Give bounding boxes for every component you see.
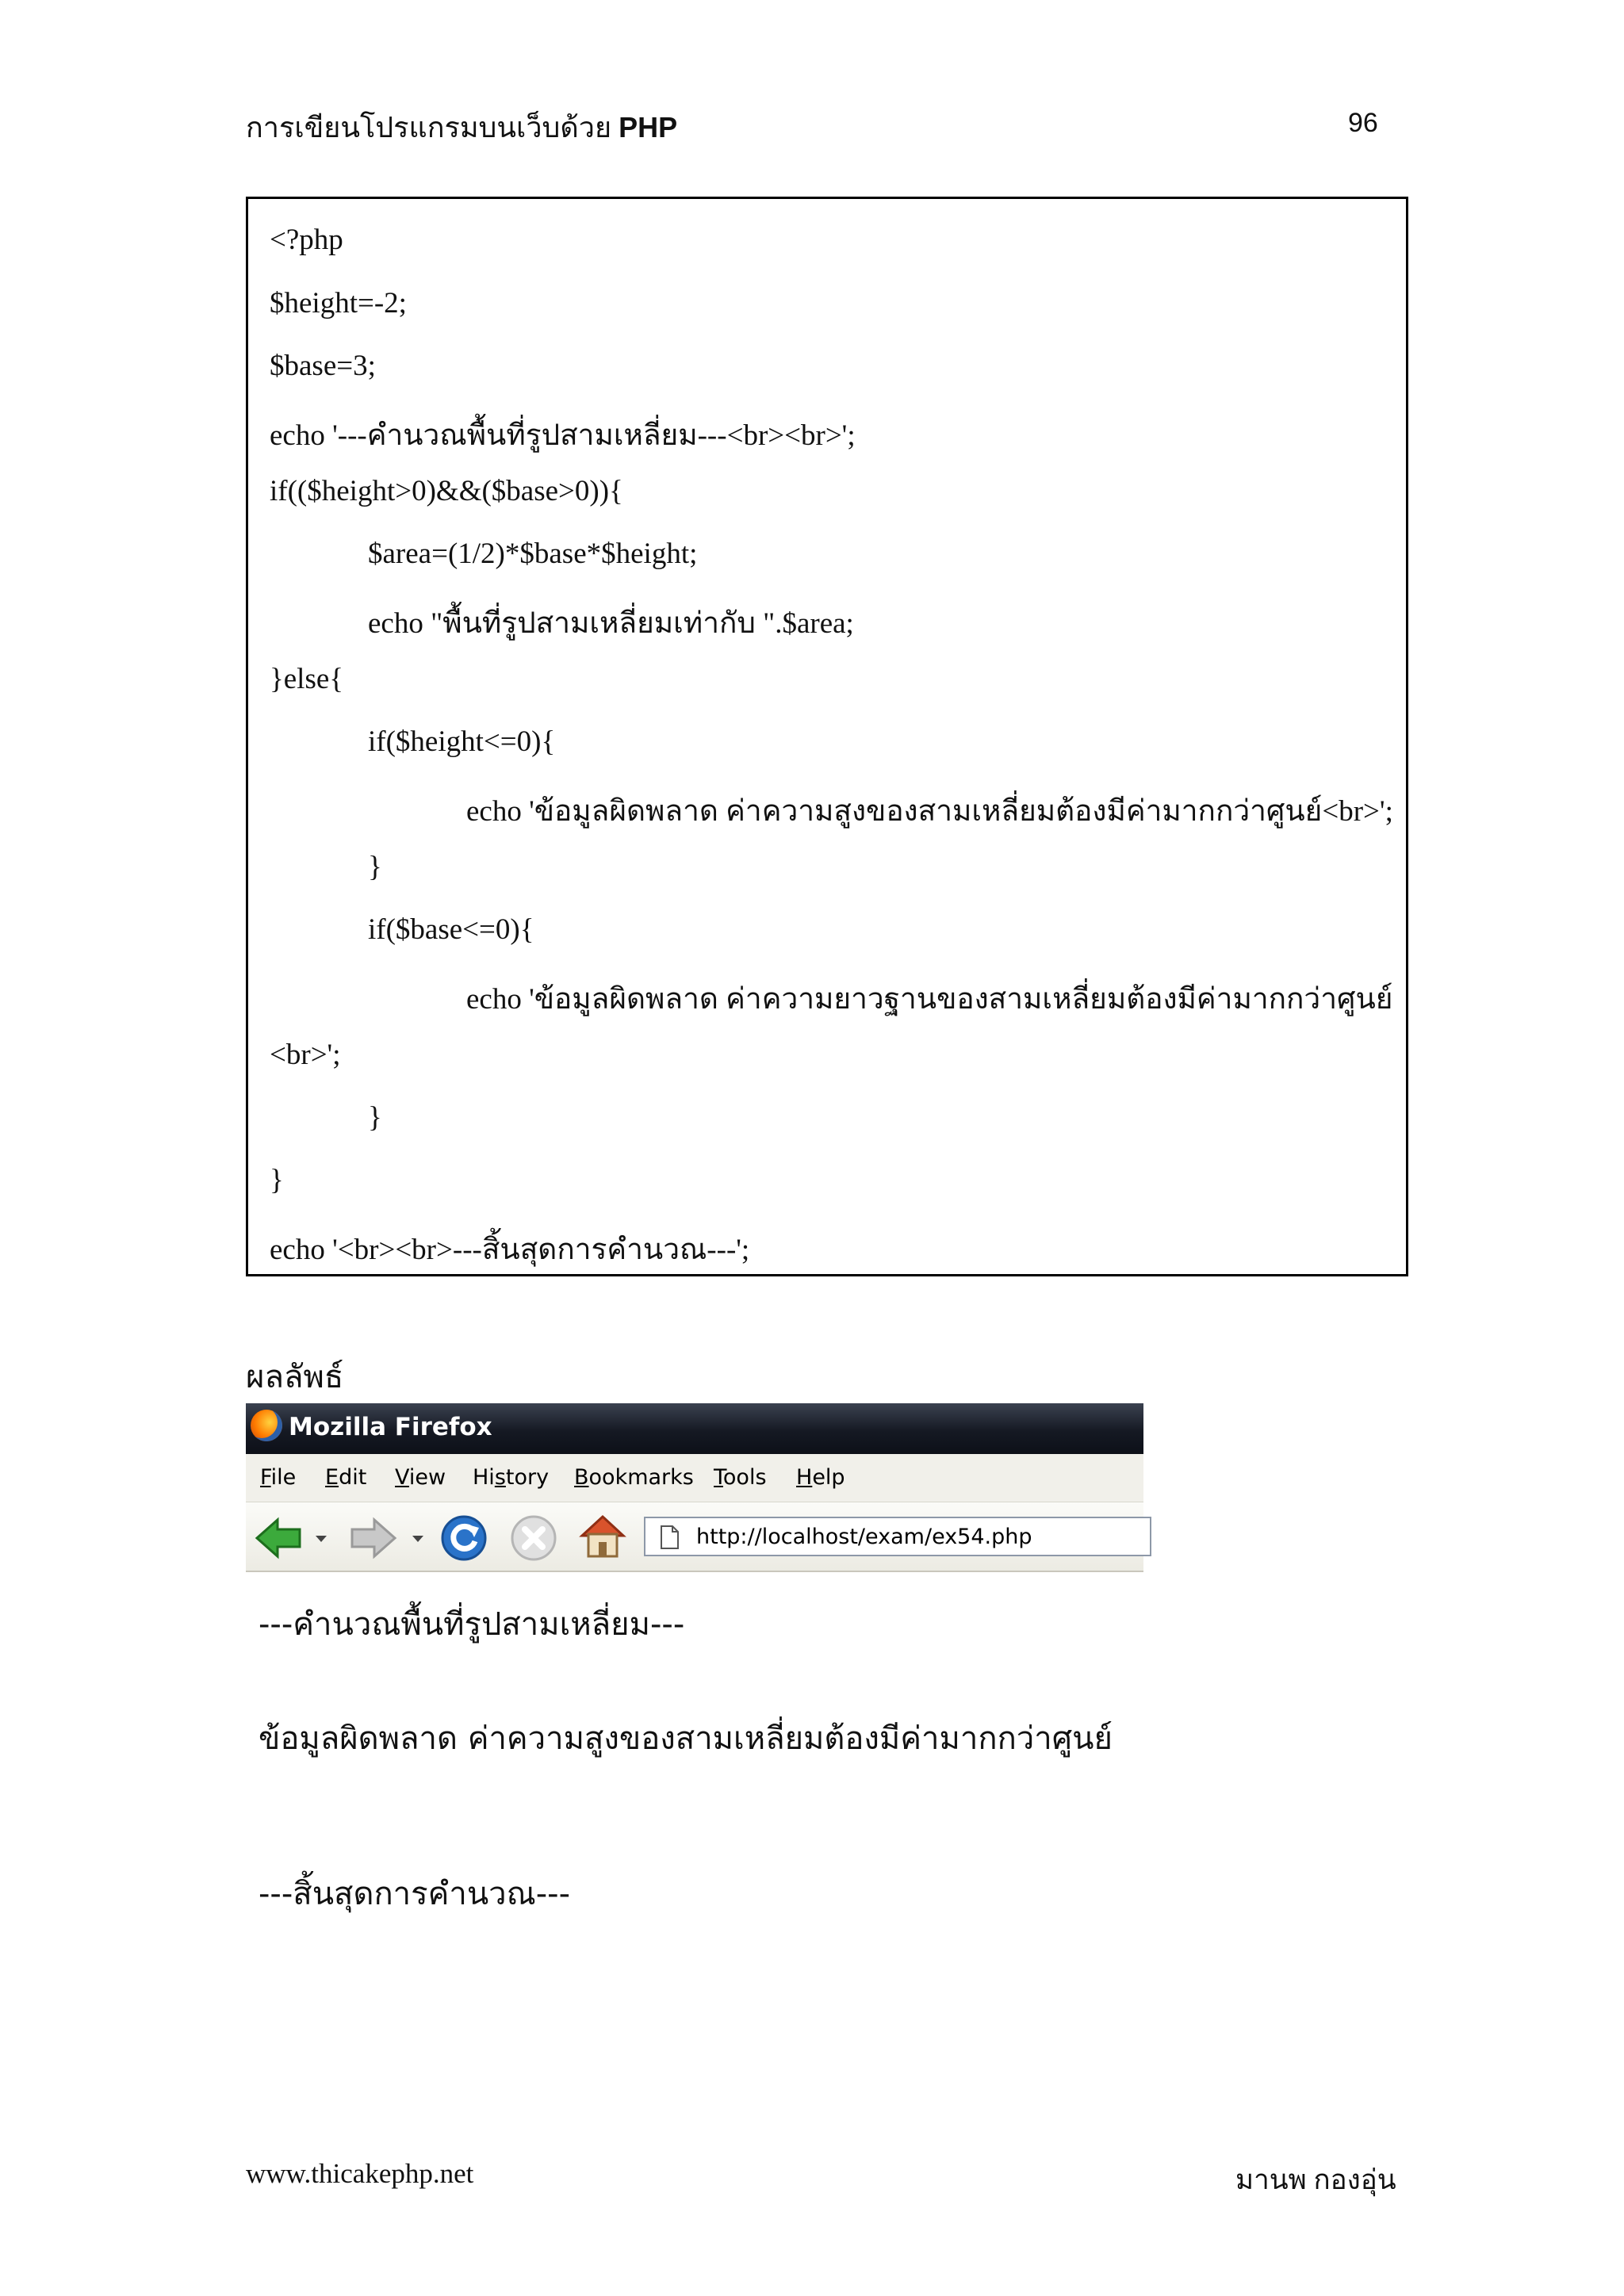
code-line: echo 'ข้อมูลผิดพลาด ค่าความยาวฐานของสามเหลี่ยมต้องมีค่ามากกว่าศูนย์ bbox=[466, 983, 1393, 1016]
header-title-php: PHP bbox=[619, 111, 678, 144]
menu-edit-label: dit bbox=[339, 1465, 367, 1490]
menu-tools-label: ools bbox=[722, 1465, 767, 1490]
menu-tools-accel: T bbox=[714, 1465, 723, 1490]
code-line: echo '---คำนวณพื้นที่รูปสามเหลี่ยม---<br><br>'; bbox=[270, 419, 856, 452]
code-line: if(($height>0)&&($base>0)){ bbox=[270, 475, 623, 507]
stop-icon[interactable] bbox=[509, 1513, 558, 1563]
footer-website: www.thicakephp.net bbox=[246, 2158, 474, 2189]
footer-author: มานพ กองอุ่น bbox=[1235, 2164, 1396, 2195]
navigation-toolbar bbox=[246, 1502, 1143, 1572]
forward-dropdown-icon[interactable] bbox=[411, 1534, 425, 1544]
code-line: }else{ bbox=[270, 663, 344, 695]
code-line: $height=-2; bbox=[270, 287, 407, 320]
code-line: $area=(1/2)*$base*$height; bbox=[368, 538, 698, 570]
menu-history-accel: s bbox=[494, 1465, 506, 1490]
code-line: } bbox=[270, 1164, 284, 1196]
output-line-end: ---สิ้นสุดการคำนวณ--- bbox=[259, 1876, 571, 1912]
menu-bookmarks-accel: B bbox=[574, 1465, 589, 1490]
menu-help-accel: H bbox=[796, 1465, 813, 1490]
header-title-thai: การเขียนโปรแกรมบนเว็บด้วย bbox=[246, 112, 619, 144]
code-line: echo 'ข้อมูลผิดพลาด ค่าความสูงของสามเหลี่ยมต้องมีค่ามากกว่าศูนย์<br>'; bbox=[466, 795, 1393, 828]
menu-history-label-start: Hi bbox=[473, 1465, 495, 1490]
menu-file[interactable] bbox=[260, 1465, 296, 1490]
menu-tools[interactable] bbox=[714, 1465, 767, 1490]
output-line-heading: ---คำนวณพื้นที่รูปสามเหลี่ยม--- bbox=[259, 1606, 685, 1643]
menu-history-label-end: tory bbox=[505, 1465, 550, 1490]
code-line: $base=3; bbox=[270, 350, 376, 382]
menu-file-accel: F bbox=[260, 1465, 271, 1490]
page-number: 96 bbox=[1348, 108, 1378, 138]
code-line: } bbox=[368, 851, 382, 883]
code-line: echo "พื้นที่รูปสามเหลี่ยมเท่ากับ ".$area; bbox=[368, 607, 854, 640]
menu-bookmarks[interactable] bbox=[574, 1465, 694, 1490]
browser-titlebar bbox=[246, 1403, 1143, 1454]
window-title: Mozilla Firefox bbox=[289, 1413, 492, 1441]
output-line-error: ข้อมูลผิดพลาด ค่าความสูงของสามเหลี่ยมต้องมีค่ามากกว่าศูนย์ bbox=[259, 1720, 1113, 1757]
firefox-logo-icon bbox=[251, 1410, 282, 1441]
menu-help-label: elp bbox=[812, 1465, 845, 1490]
code-line: <?php bbox=[270, 224, 343, 256]
menu-bookmarks-label: ookmarks bbox=[588, 1465, 694, 1490]
code-line: if($base<=0){ bbox=[368, 913, 534, 946]
code-listing bbox=[246, 197, 1408, 1276]
menu-edit-accel: E bbox=[325, 1465, 339, 1490]
result-label: ผลลัพธ์ bbox=[246, 1359, 344, 1395]
page-icon bbox=[657, 1525, 682, 1550]
code-line: <br>'; bbox=[270, 1039, 341, 1071]
code-line: } bbox=[368, 1101, 382, 1134]
forward-arrow-icon[interactable] bbox=[347, 1517, 398, 1559]
address-bar[interactable] bbox=[644, 1517, 1151, 1556]
code-line: if($height<=0){ bbox=[368, 725, 556, 758]
menu-bar bbox=[246, 1454, 1143, 1502]
menu-view-label: iew bbox=[408, 1465, 446, 1490]
menu-help[interactable] bbox=[796, 1465, 845, 1490]
menu-view-accel: V bbox=[395, 1465, 409, 1490]
address-url: http://localhost/exam/ex54.php bbox=[696, 1525, 1032, 1549]
menu-view[interactable] bbox=[395, 1465, 446, 1490]
browser-window bbox=[246, 1403, 1143, 1579]
home-icon[interactable] bbox=[577, 1512, 628, 1561]
menu-history[interactable] bbox=[473, 1465, 549, 1490]
header-title bbox=[246, 105, 677, 150]
back-arrow-icon[interactable] bbox=[254, 1517, 304, 1559]
reload-icon[interactable] bbox=[439, 1513, 488, 1563]
menu-edit[interactable] bbox=[325, 1465, 366, 1490]
code-line: echo '<br><br>---สิ้นสุดการคำนวณ---'; bbox=[270, 1234, 750, 1266]
back-dropdown-icon[interactable] bbox=[314, 1534, 328, 1544]
menu-file-label: ile bbox=[270, 1465, 297, 1490]
